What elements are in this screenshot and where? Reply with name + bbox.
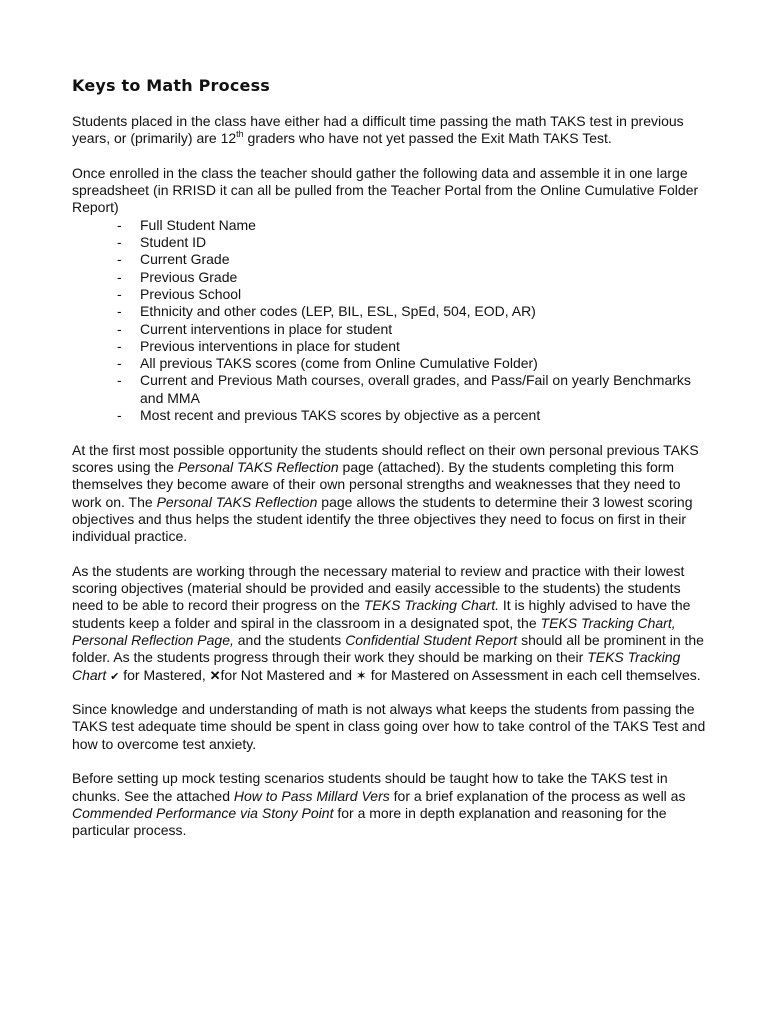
document-body [72, 113, 712, 857]
paragraph-enrollment: Once enrolled in the class the teacher should gather the following data and assemble it in one large spreadsheet (in RRISD it can all be pulled from the Teacher Portal from the Online Cumulative Folder Report) [72, 164, 699, 216]
list-dash: - [117, 285, 122, 302]
paragraph-intro [72, 113, 712, 148]
list-dash: - [117, 216, 122, 233]
text: graders who have not yet passed the Exit Math TAKS Test. [243, 130, 612, 147]
document-reference: How to Pass Millard Vers [233, 787, 390, 804]
text: for Not Mastered and [220, 666, 356, 683]
list-dash: - [117, 303, 122, 320]
list-dash: - [117, 372, 122, 389]
text: Before setting up mock testing scenarios students should be taught how to take the TAKS test in chunks. See the attached [72, 770, 668, 804]
list-dash: - [117, 355, 122, 372]
paragraph-reflection [72, 442, 712, 546]
document-reference: TEKS Tracking Chart. [363, 597, 499, 614]
list-item [72, 286, 712, 303]
text: for Mastered, [119, 666, 210, 683]
list-item-text: Current interventions in place for student [140, 320, 393, 337]
text: and the students [233, 631, 346, 648]
text: page (attached). By the students completing this form themselves they become aware of their own personal strengths and weaknesses that they need to work on. The [72, 458, 681, 510]
document-reference: TEKS Tracking Chart [72, 649, 681, 683]
text: for Mastered on Assessment in each cell themselves. [366, 666, 701, 683]
list-item [72, 338, 712, 355]
list-item [72, 321, 712, 338]
paragraph-test-anxiety: Since knowledge and understanding of math is not always what keeps the students from passing the TAKS test adequate time should be spent in class going over how to take control of the TAKS Test and how to overcome test anxiety. [72, 701, 706, 752]
text: should all be prominent in the folder. As the students progress through their work they should be marking on their [72, 631, 704, 666]
text: At the first most possible opportunity the students should reflect on their own personal previous TAKS scores using the [72, 441, 699, 475]
superscript: th [236, 128, 244, 139]
list-item-text: Most recent and previous TAKS scores by objective as a percent [140, 407, 541, 424]
paragraph-mock-testing [72, 770, 712, 839]
text: As the students are working through the necessary material to review and practice with their lowest scoring objectives (material should be provided and easily accessible to the students) the students need to be able to record their progress on the [72, 562, 685, 614]
list-dash: - [117, 407, 122, 424]
list-item-text: All previous TAKS scores (come from Online Cumulative Folder) [140, 355, 538, 372]
check-icon: ✔ [110, 670, 120, 683]
list-item-text: Current Grade [140, 251, 230, 268]
list-item-text: Previous School [140, 285, 242, 302]
star-icon: ✶ [355, 667, 367, 683]
list-item [72, 303, 712, 320]
text: It is highly advised to have the students keep a folder and spiral in the classroom in a designated spot, the [72, 597, 691, 631]
text: for a brief explanation of the process as well as [389, 787, 686, 804]
list-item [72, 269, 712, 286]
document-reference: Personal TAKS Reflection [156, 493, 318, 510]
list-item-text: Ethnicity and other codes (LEP, BIL, ESL, SpEd, 504, EOD, AR) [140, 303, 536, 320]
list-item [72, 407, 712, 424]
list-dash: - [117, 251, 122, 268]
list-dash: - [117, 337, 122, 354]
list-item [72, 372, 712, 407]
list-item-text: Student ID [140, 234, 207, 251]
list-dash: - [117, 268, 122, 285]
list-dash: - [117, 320, 122, 337]
list-dash: - [117, 234, 122, 251]
list-item-text: Previous Grade [140, 268, 238, 285]
document-reference: Personal TAKS Reflection [177, 458, 339, 475]
list-item [72, 234, 712, 251]
list-item-text: Current and Previous Math courses, overall grades, and Pass/Fail on yearly Benchmarks and MMA [140, 372, 691, 406]
list-item [72, 217, 712, 234]
document-reference: Confidential Student Report [345, 631, 518, 648]
x-mark-icon: ✕ [209, 667, 221, 683]
list-item [72, 355, 712, 372]
document-reference: TEKS Tracking Chart, Personal Reflection Page, [72, 614, 676, 648]
text: for a more in depth explanation and reasoning for the particular process. [72, 804, 667, 839]
text: page allows the students to determine their 3 lowest scoring objectives and thus helps the student identify the three objectives they need to focus on first in their individual practice. [72, 493, 693, 545]
document-title: Keys to Math Process [72, 76, 271, 95]
document-reference: Commended Performance via Stony Point [72, 804, 334, 821]
list-item [72, 251, 712, 268]
list-item-text: Previous interventions in place for student [140, 337, 400, 354]
list-item-text: Full Student Name [140, 216, 256, 233]
text: Students placed in the class have either had a difficult time passing the math TAKS test in previous years, or (primarily) are 12 [72, 113, 684, 147]
paragraph-tracking [72, 563, 712, 684]
data-list [72, 217, 712, 425]
